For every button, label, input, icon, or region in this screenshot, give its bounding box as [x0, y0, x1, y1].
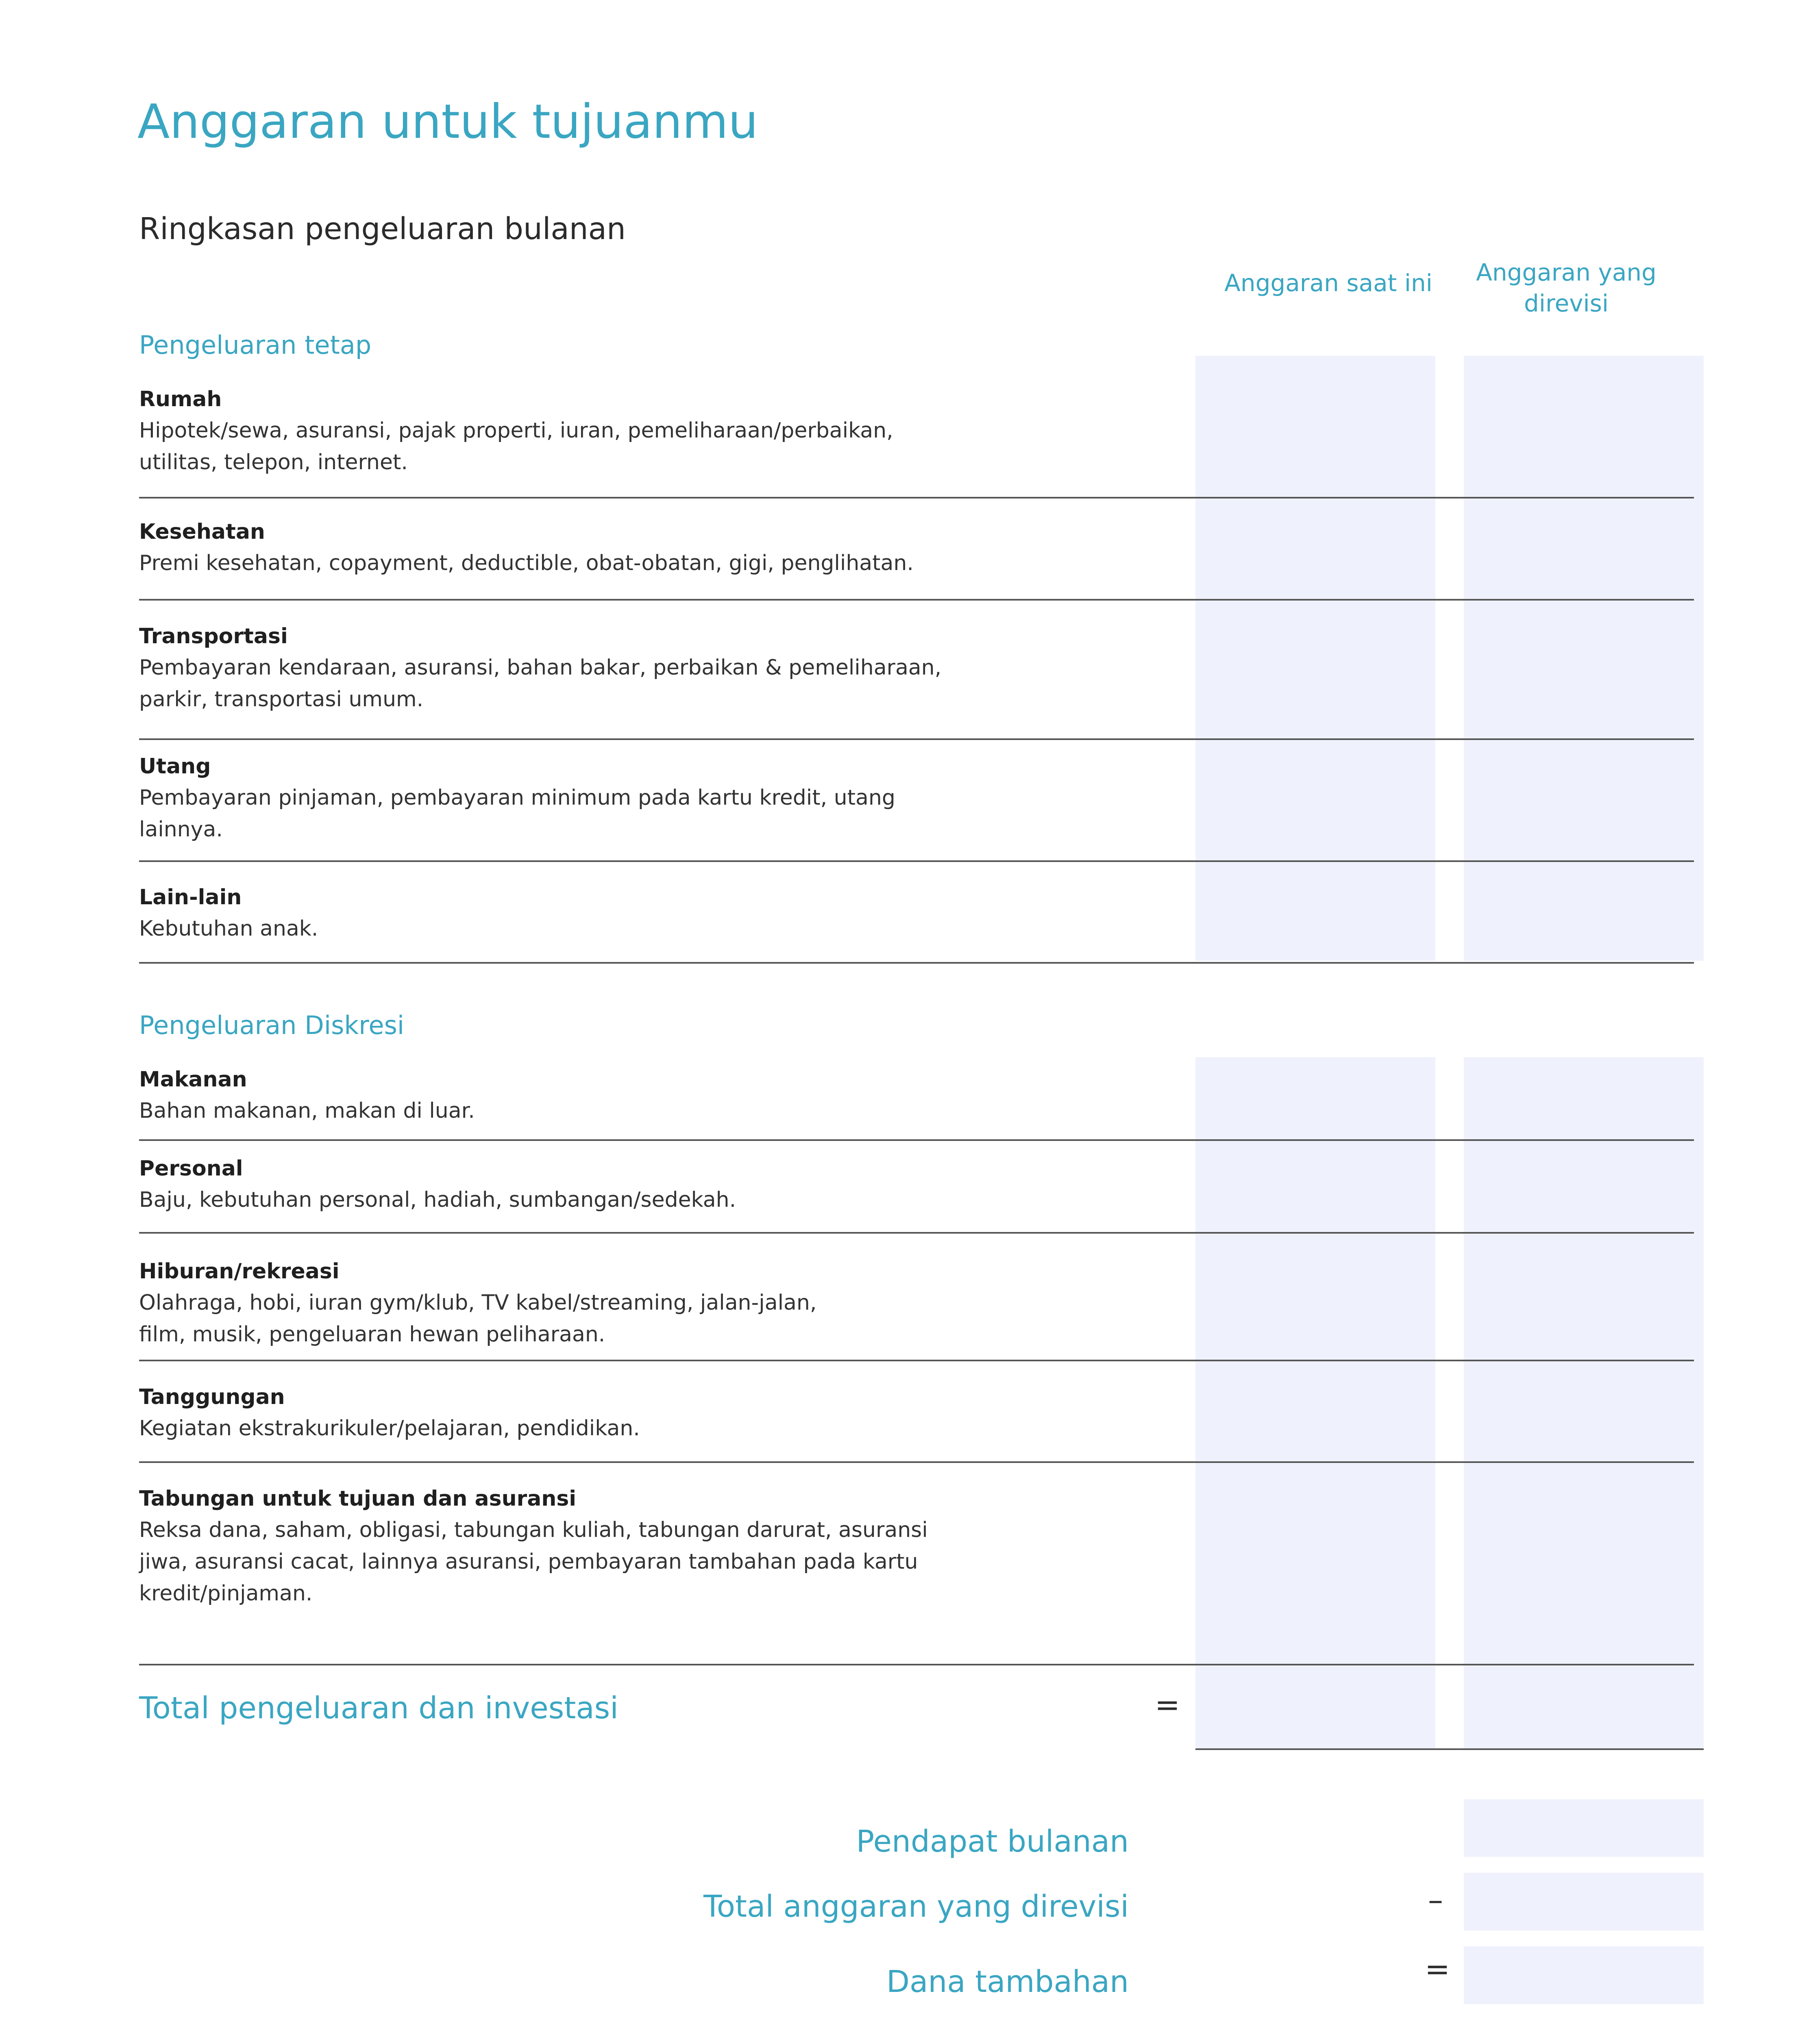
lain-lain-current-input[interactable]: [1195, 862, 1435, 961]
list-item-rumah: [139, 384, 1115, 478]
item-desc-line: Reksa dana, saham, obligasi, tabungan kuliah, tabungan darurat, asuransi: [139, 1518, 928, 1542]
item-title: Transportasi: [139, 624, 288, 649]
item-desc-line: Bahan makanan, makan di luar.: [139, 1099, 475, 1123]
row-divider: [139, 1360, 1694, 1361]
item-title: Tanggungan: [139, 1385, 285, 1409]
list-item-transportasi: [139, 621, 1115, 715]
row-divider: [139, 860, 1694, 862]
list-item-lain-lain: [139, 882, 1115, 945]
transportasi-revised-input[interactable]: [1464, 601, 1704, 739]
row-divider: [139, 738, 1694, 740]
item-title: Utang: [139, 754, 211, 779]
item-title: Kesehatan: [139, 520, 265, 544]
total-label: Total pengeluaran dan investasi: [139, 1691, 618, 1726]
kesehatan-revised-input[interactable]: [1464, 499, 1704, 599]
personal-revised-input[interactable]: [1464, 1141, 1704, 1232]
list-item-utang: [139, 751, 1115, 845]
column-header-revised-line1: Anggaran yang: [1476, 259, 1657, 286]
item-desc-line: Pembayaran kendaraan, asuransi, bahan bakar, perbaikan & pemeliharaan,: [139, 655, 942, 680]
list-item-tanggungan: [139, 1382, 1115, 1444]
item-desc-line: Hipotek/sewa, asuransi, pajak properti, iuran, pemeliharaan/perbaikan,: [139, 418, 893, 443]
total-underline: [1195, 1748, 1704, 1750]
extra-funds-input[interactable]: [1464, 1946, 1704, 2004]
item-desc-line: Baju, kebutuhan personal, hadiah, sumbangan/sedekah.: [139, 1188, 736, 1212]
total-revised-input[interactable]: [1464, 1665, 1704, 1748]
list-item-makanan: [139, 1064, 1115, 1127]
personal-current-input[interactable]: [1195, 1141, 1435, 1232]
hiburan-revised-input[interactable]: [1464, 1234, 1704, 1360]
total-current-input[interactable]: [1195, 1665, 1435, 1748]
item-desc-line: Pembayaran pinjaman, pembayaran minimum pada kartu kredit, utang: [139, 786, 895, 810]
list-item-tabungan: [139, 1483, 1115, 1609]
item-title: Rumah: [139, 387, 222, 411]
item-desc-line: jiwa, asuransi cacat, lainnya asuransi, pembayaran tambahan pada kartu: [139, 1550, 918, 1574]
rumah-revised-input[interactable]: [1464, 356, 1704, 497]
tabungan-current-input[interactable]: [1195, 1463, 1435, 1664]
monthly-income-input[interactable]: [1464, 1799, 1704, 1857]
extra-equals-sign: =: [1425, 1952, 1450, 1987]
fixed-expenses-heading: Pengeluaran tetap: [139, 330, 372, 360]
item-title: Lain-lain: [139, 885, 242, 910]
item-desc-line: lainnya.: [139, 817, 223, 842]
item-desc-line: Olahraga, hobi, iuran gym/klub, TV kabel/streaming, jalan-jalan,: [139, 1291, 817, 1315]
row-divider: [139, 1461, 1694, 1463]
transportasi-current-input[interactable]: [1195, 601, 1435, 739]
utang-current-input[interactable]: [1195, 740, 1435, 861]
lain-lain-revised-input[interactable]: [1464, 862, 1704, 961]
row-divider: [139, 599, 1694, 601]
row-divider: [139, 962, 1694, 964]
item-title: Tabungan untuk tujuan dan asuransi: [139, 1487, 577, 1511]
revised-total-input[interactable]: [1464, 1873, 1704, 1931]
item-desc-line: utilitas, telepon, internet.: [139, 450, 408, 475]
item-desc-line: kredit/pinjaman.: [139, 1581, 313, 1606]
item-desc-line: film, musik, pengeluaran hewan peliharaan.: [139, 1322, 605, 1347]
row-divider: [139, 1232, 1694, 1234]
item-title: Makanan: [139, 1067, 247, 1092]
tanggungan-current-input[interactable]: [1195, 1361, 1435, 1461]
hiburan-current-input[interactable]: [1195, 1234, 1435, 1360]
item-desc-line: Premi kesehatan, copayment, deductible, obat-obatan, gigi, penglihatan.: [139, 551, 914, 575]
column-header-current: Anggaran saat ini: [1224, 269, 1432, 297]
page-subtitle: Ringkasan pengeluaran bulanan: [139, 211, 626, 246]
kesehatan-current-input[interactable]: [1195, 499, 1435, 599]
item-title: Personal: [139, 1156, 243, 1181]
item-desc-line: parkir, transportasi umum.: [139, 687, 424, 712]
makanan-revised-input[interactable]: [1464, 1057, 1704, 1139]
minus-sign: –: [1428, 1883, 1443, 1918]
row-divider: [139, 1139, 1694, 1141]
monthly-income-label: Pendapat bulanan: [856, 1824, 1129, 1859]
makanan-current-input[interactable]: [1195, 1057, 1435, 1139]
total-equals-sign: =: [1155, 1687, 1180, 1722]
item-desc-line: Kebutuhan anak.: [139, 916, 318, 941]
item-desc-line: Kegiatan ekstrakurikuler/pelajaran, pendidikan.: [139, 1416, 640, 1441]
page-title: Anggaran untuk tujuanmu: [137, 94, 758, 149]
list-item-hiburan: [139, 1256, 1115, 1350]
column-header-revised-line2: direvisi: [1524, 289, 1609, 317]
item-title: Hiburan/rekreasi: [139, 1259, 340, 1284]
revised-total-label: Total anggaran yang direvisi: [703, 1889, 1129, 1924]
row-divider: [139, 1664, 1694, 1665]
rumah-current-input[interactable]: [1195, 356, 1435, 497]
utang-revised-input[interactable]: [1464, 740, 1704, 861]
extra-funds-label: Dana tambahan: [886, 1964, 1129, 1999]
column-header-revised: [1440, 257, 1692, 319]
row-divider: [139, 497, 1694, 498]
discretionary-expenses-heading: Pengeluaran Diskresi: [139, 1010, 405, 1040]
tabungan-revised-input[interactable]: [1464, 1463, 1704, 1664]
tanggungan-revised-input[interactable]: [1464, 1361, 1704, 1461]
list-item-kesehatan: [139, 516, 1115, 579]
list-item-personal: [139, 1153, 1115, 1216]
